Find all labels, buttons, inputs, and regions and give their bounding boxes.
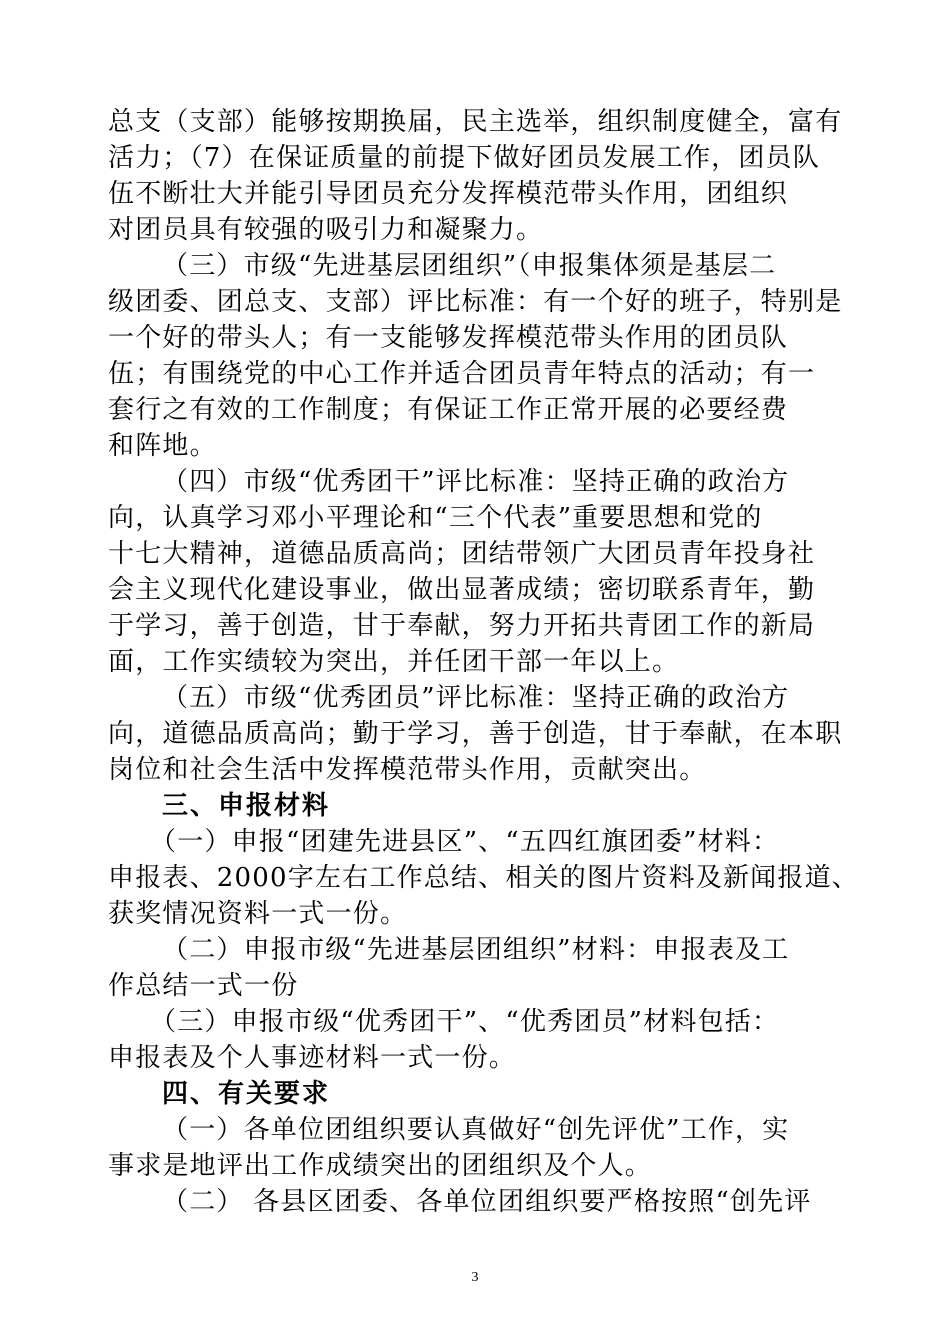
text-line: 对团员具有较强的吸引力和凝聚力。 xyxy=(108,215,544,245)
text-line: 伍不断壮大并能引导团员充分发挥模范带头作用，团组织 xyxy=(108,179,789,209)
paragraph-start-line: （三）申报市级“优秀团干”、“优秀团员”材料包括： xyxy=(150,1007,780,1037)
paragraph-start-line: （四）市级“优秀团干”评比标准：坚持正确的政治方 xyxy=(162,467,790,497)
text-line: 十七大精神，道德品质高尚；团结带领广大团员青年投身社 xyxy=(108,539,816,569)
text-line: 申报表、2000字左右工作总结、相关的图片资料及新闻报道、 xyxy=(108,863,859,893)
paragraph-start-line: （二） 各县区团委、各单位团组织要严格按照“创先评 xyxy=(162,1187,812,1217)
section-heading: 三、申报材料 xyxy=(162,791,331,821)
page-number: 3 xyxy=(471,1270,479,1285)
text-line: 级团委、团总支、支部）评比标准：有一个好的班子，特别是 xyxy=(108,287,843,317)
text-line: 总支（支部）能够按期换届，民主选举，组织制度健全，富有 xyxy=(108,107,843,137)
text-line: 活力；（7）在保证质量的前提下做好团员发展工作，团员队 xyxy=(108,143,820,173)
section-heading: 四、有关要求 xyxy=(162,1079,331,1109)
paragraph-start-line: （二）申报市级“先进基层团组织”材料：申报表及工 xyxy=(162,935,790,965)
text-line: 套行之有效的工作制度；有保证工作正常开展的必要经费 xyxy=(108,395,789,425)
text-line: 面，工作实绩较为突出，并任团干部一年以上。 xyxy=(108,647,680,677)
text-line: 作总结一式一份 xyxy=(108,971,299,1001)
paragraph-start-line: （一）申报“团建先进县区”、“五四红旗团委”材料： xyxy=(150,827,780,857)
text-line: 岗位和社会生活中发挥模范带头作用，贡献突出。 xyxy=(108,755,707,785)
text-line: 于学习，善于创造，甘于奉献，努力开拓共青团工作的新局 xyxy=(108,611,816,641)
text-line: 和阵地。 xyxy=(108,431,217,461)
text-line: 向，道德品质高尚；勤于学习，善于创造，甘于奉献，在本职 xyxy=(108,719,843,749)
text-line: 申报表及个人事迹材料一式一份。 xyxy=(108,1043,517,1073)
text-line: 一个好的带头人；有一支能够发挥模范带头作用的团员队 xyxy=(108,323,789,353)
text-line: 向，认真学习邓小平理论和“三个代表”重要思想和党的 xyxy=(108,503,763,533)
paragraph-start-line: （一）各单位团组织要认真做好“创先评优”工作，实 xyxy=(162,1115,790,1145)
paragraph-start-line: （三）市级“先进基层团组织”（申报集体须是基层二 xyxy=(162,251,777,281)
text-line: 事求是地评出工作成绩突出的团组织及个人。 xyxy=(108,1151,653,1181)
text-line: 伍；有围绕党的中心工作并适合团员青年特点的活动；有一 xyxy=(108,359,816,389)
text-line: 获奖情况资料一式一份。 xyxy=(108,899,408,929)
paragraph-start-line: （五）市级“优秀团员”评比标准：坚持正确的政治方 xyxy=(162,683,790,713)
text-line: 会主义现代化建设事业，做出显著成绩；密切联系青年，勤 xyxy=(108,575,816,605)
